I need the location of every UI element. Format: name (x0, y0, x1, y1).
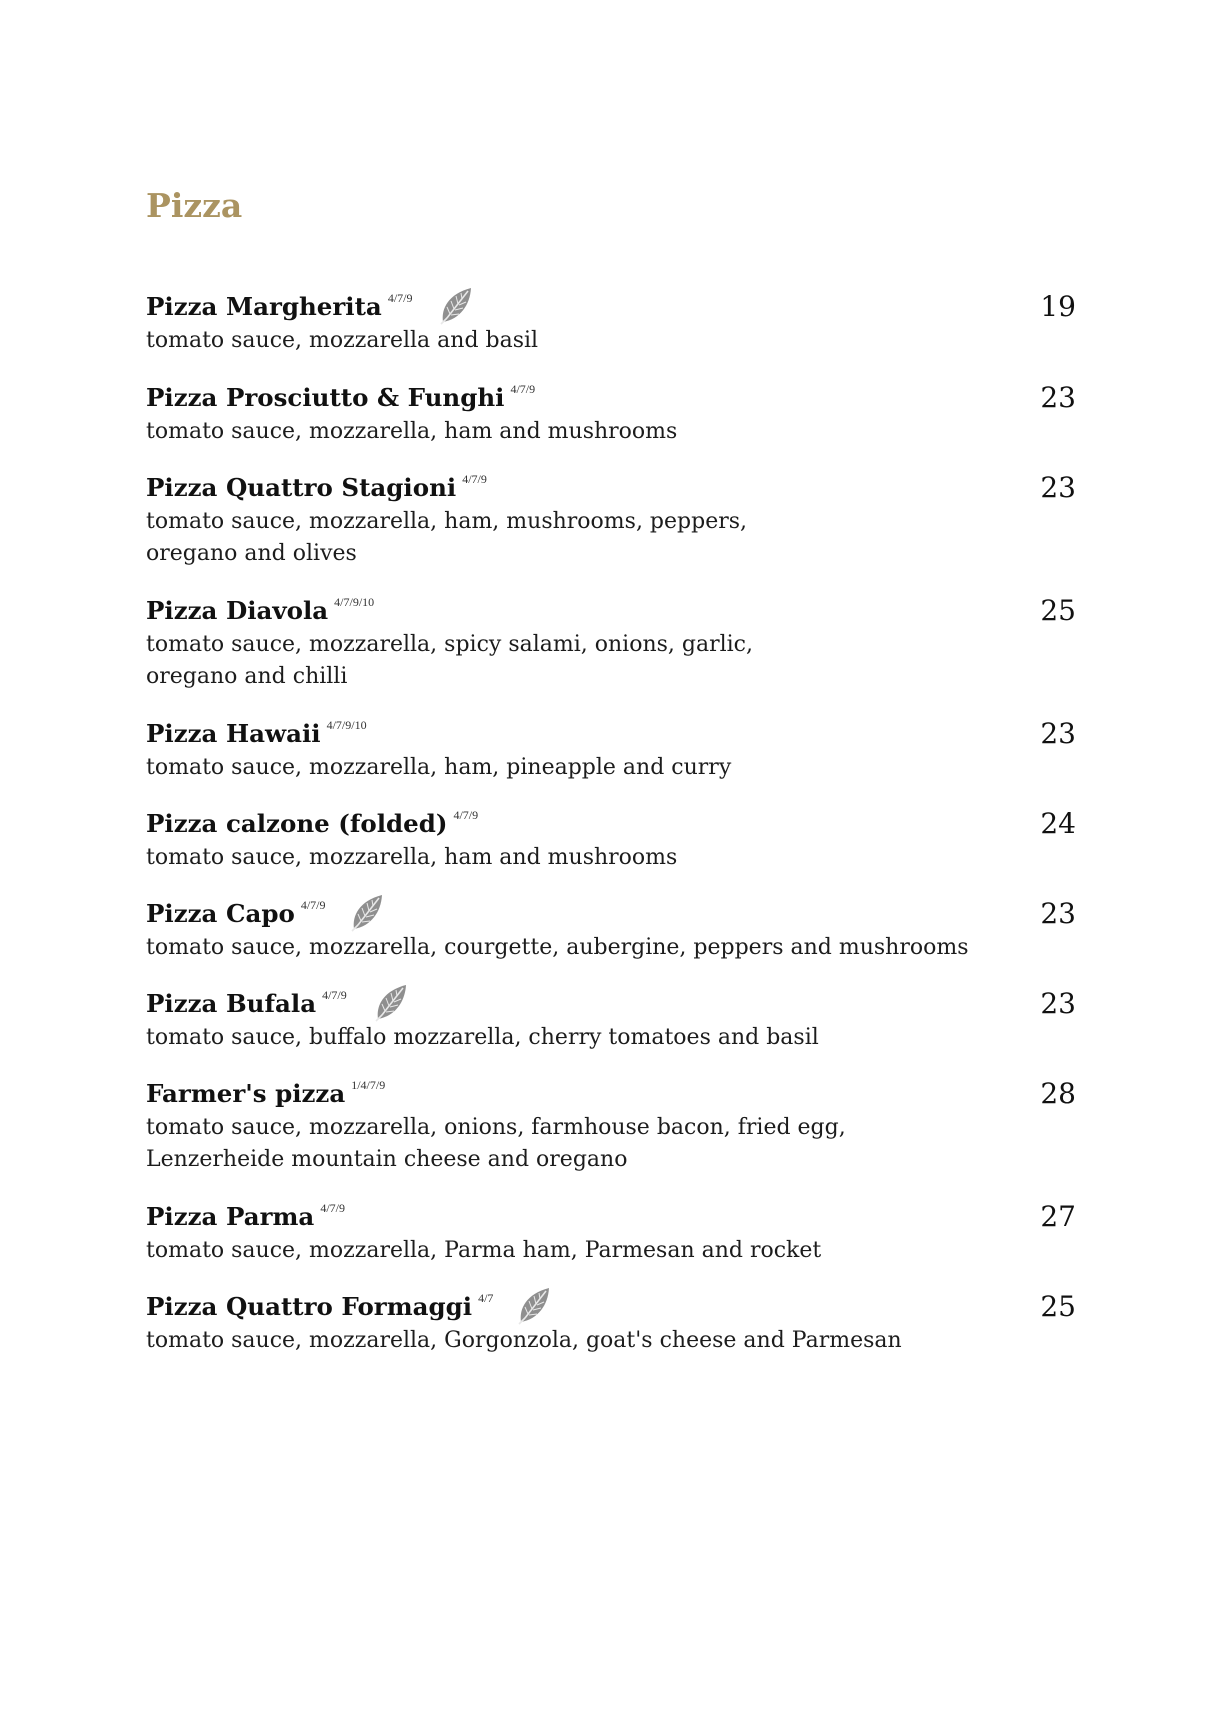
description-line: tomato sauce, mozzarella, Parma ham, Parmesan and rocket (146, 1238, 822, 1263)
description-line: tomato sauce, buffalo mozzarella, cherry tomatoes and basil (146, 1025, 819, 1050)
menu-item-header (146, 593, 1076, 629)
menu-item-header (146, 716, 1076, 752)
item-description (146, 842, 1076, 874)
description-line: tomato sauce, mozzarella, spicy salami, onions, garlic, (146, 632, 753, 657)
menu-item-header (146, 806, 1076, 842)
description-line: tomato sauce, mozzarella, onions, farmhouse bacon, fried egg, (146, 1115, 846, 1140)
item-price: 27 (1040, 1200, 1076, 1233)
item-name: Pizza Quattro Formaggi (146, 1292, 473, 1321)
item-allergens: 4/7/9 (462, 472, 487, 486)
item-allergens: 4/7/9 (453, 808, 479, 822)
description-line: Lenzerheide mountain cheese and oregano (146, 1147, 628, 1172)
item-description (146, 416, 1076, 448)
menu-item (146, 1076, 1076, 1176)
item-price: 23 (1040, 717, 1076, 750)
item-description (146, 1235, 1076, 1267)
item-name: Pizza Capo (146, 899, 295, 928)
item-name: Pizza Margherita (146, 292, 382, 321)
description-line: tomato sauce, mozzarella, ham, pineapple and curry (146, 755, 732, 780)
leaf-icon (373, 982, 409, 1022)
leaf-icon (349, 892, 385, 932)
leaf-icon (516, 1285, 552, 1325)
item-price: 19 (1040, 290, 1076, 323)
menu-item (146, 1199, 1076, 1267)
item-allergens: 4/7/9/10 (334, 595, 375, 609)
item-price: 25 (1040, 594, 1076, 627)
menu-item-header (146, 289, 1076, 325)
item-name: Pizza Hawaii (146, 719, 321, 748)
item-description (146, 1022, 1076, 1054)
item-price: 23 (1040, 987, 1076, 1020)
item-price: 24 (1040, 807, 1076, 840)
menu-item-header (146, 470, 1076, 506)
item-name: Farmer's pizza (146, 1079, 346, 1108)
menu-item (146, 593, 1076, 693)
section-title: Pizza (146, 186, 243, 225)
item-description (146, 325, 1076, 357)
item-allergens: 4/7/9 (320, 1201, 345, 1215)
item-price: 23 (1040, 897, 1076, 930)
menu-item (146, 716, 1076, 784)
menu-item (146, 289, 1076, 357)
menu-item (146, 1289, 1076, 1357)
menu-item (146, 986, 1076, 1054)
item-allergens: 4/7/9 (387, 291, 413, 305)
item-description (146, 1325, 1076, 1357)
item-allergens: 4/7/9 (300, 898, 326, 912)
menu-item-header (146, 1289, 1076, 1325)
item-description (146, 932, 1076, 964)
menu-item-header (146, 896, 1076, 932)
description-line: tomato sauce, mozzarella, courgette, aubergine, peppers and mushrooms (146, 935, 969, 960)
item-price: 23 (1040, 471, 1076, 504)
item-allergens: 1/4/7/9 (351, 1078, 386, 1092)
menu-item (146, 380, 1076, 448)
description-line: tomato sauce, mozzarella, ham and mushrooms (146, 845, 678, 870)
item-price: 25 (1040, 1290, 1076, 1323)
item-description (146, 752, 1076, 784)
menu-item-header (146, 380, 1076, 416)
description-line: tomato sauce, mozzarella, ham and mushrooms (146, 419, 678, 444)
item-description (146, 506, 1076, 570)
description-line: tomato sauce, mozzarella, Gorgonzola, goat's cheese and Parmesan (146, 1328, 902, 1353)
item-allergens: 4/7/9 (510, 382, 536, 396)
item-name: Pizza Quattro Stagioni (146, 473, 457, 502)
menu-item-header (146, 1199, 1076, 1235)
menu-item-header (146, 1076, 1076, 1112)
item-allergens: 4/7/9 (322, 988, 347, 1002)
menu-item-header (146, 986, 1076, 1022)
menu-item (146, 470, 1076, 570)
item-name: Pizza Diavola (146, 596, 329, 625)
item-name: Pizza Parma (146, 1202, 315, 1231)
description-line: tomato sauce, mozzarella and basil (146, 328, 539, 353)
leaf-icon (438, 285, 474, 325)
description-line: oregano and chilli (146, 664, 348, 689)
item-description (146, 629, 1076, 693)
description-line: tomato sauce, mozzarella, ham, mushrooms, peppers, (146, 509, 748, 534)
item-price: 23 (1040, 381, 1076, 414)
item-price: 28 (1040, 1077, 1076, 1110)
menu-item (146, 896, 1076, 964)
description-line: oregano and olives (146, 541, 357, 566)
item-allergens: 4/7/9/10 (326, 718, 367, 732)
menu-item (146, 806, 1076, 874)
item-description (146, 1112, 1076, 1176)
item-name: Pizza calzone (folded) (146, 809, 448, 838)
item-allergens: 4/7 (478, 1291, 494, 1305)
item-name: Pizza Prosciutto & Funghi (146, 383, 505, 412)
item-name: Pizza Bufala (146, 989, 317, 1018)
